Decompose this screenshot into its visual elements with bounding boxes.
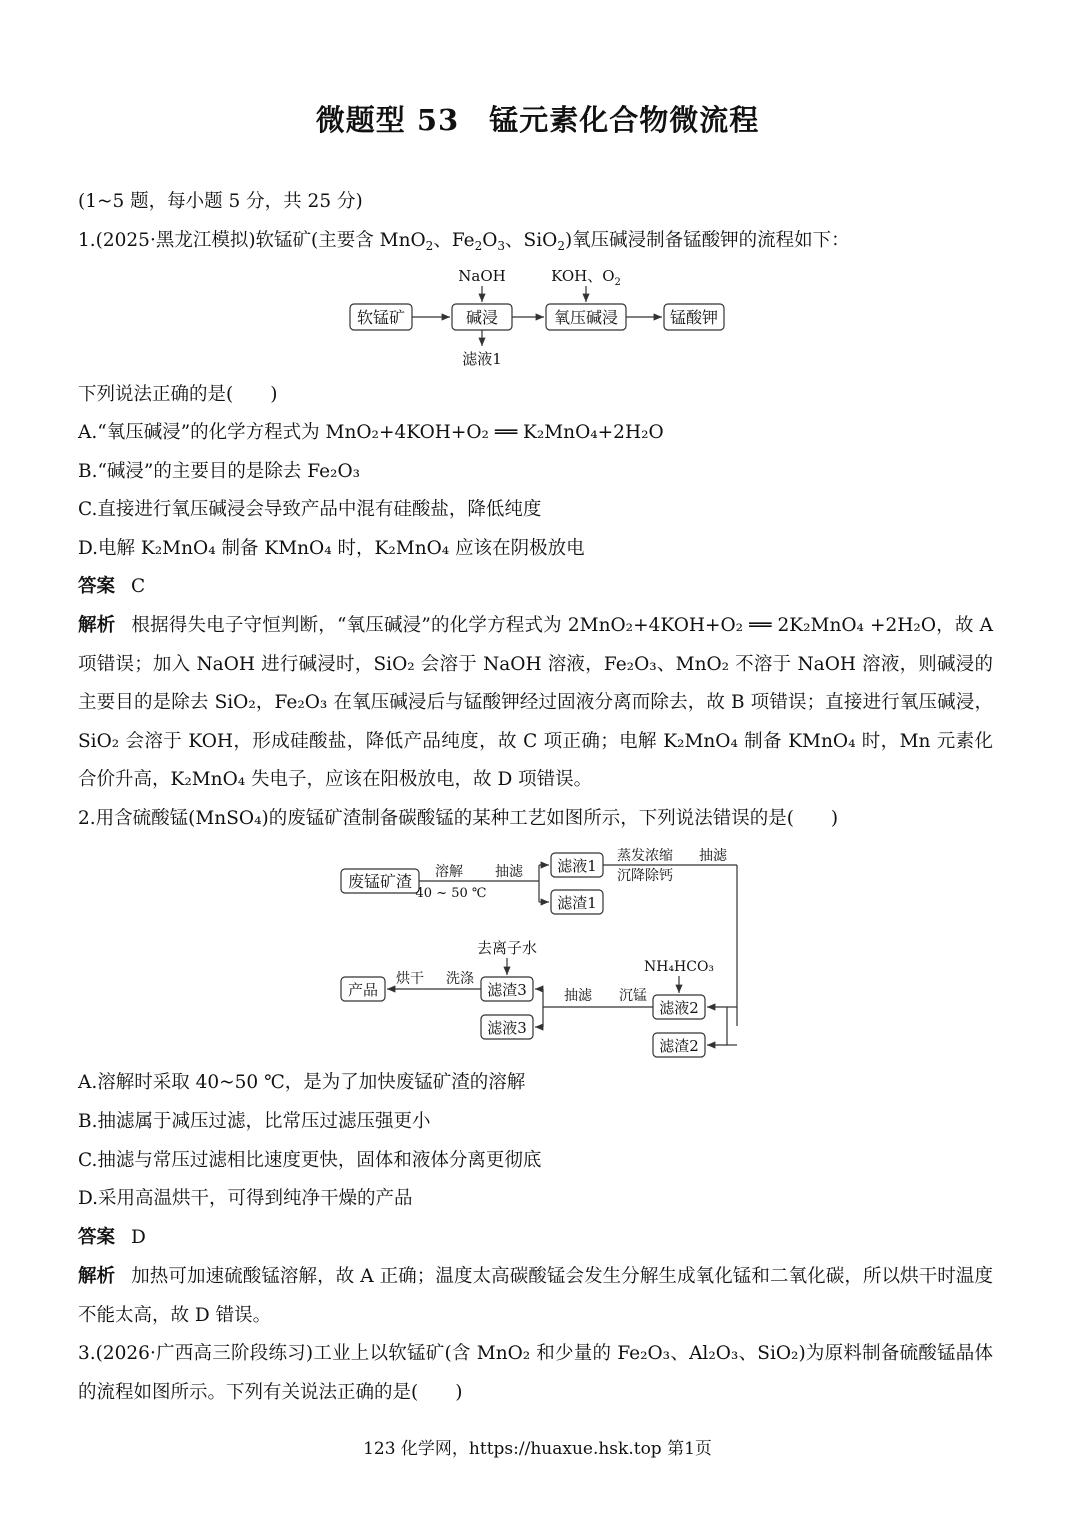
flow-box-oxy-leach: 氧压碱浸	[553, 308, 619, 327]
step-dry: 烘干	[396, 971, 424, 987]
q1-flow-diagram	[340, 262, 740, 372]
q1-option-b: B.“碱浸”的主要目的是除去 Fe₂O₃	[78, 461, 361, 482]
step-temperature: 40 ~ 50 ℃	[415, 886, 487, 901]
q1-analysis: 解析 根据得失电子守恒判断，“氧压碱浸”的化学方程式为 2MnO₂+4KOH+O₂ ══ 2K₂MnO₄ +2H₂O，故 A 项错误；加入 NaOH 进行碱浸时，SiO₂ 会溶于 NaOH 溶液，Fe₂O₃、MnO₂ 不溶于 NaOH 溶液，则碱浸的主要目的是除去 SiO₂，Fe₂O₃ 在氧压碱浸后与锰酸钾经过固液分离而除去，故 B 项错误；直接进行氧压碱浸，SiO₂ 会溶于 KOH，形成硅酸盐，降低产品纯度，故 C 项正确；电解 K₂MnO₄ 制备 KMnO₄ 时，Mn 元素化合价升高，K₂MnO₄ 失电子，应该在阳极放电，故 D 项错误。	[78, 615, 993, 791]
reagent-nh4hco3: NH₄HCO₃	[643, 959, 715, 975]
flow-box-residue-1: 滤渣1	[557, 894, 597, 912]
step-dissolve: 溶解	[435, 864, 463, 880]
reagent-water: 去离子水	[476, 939, 538, 957]
page-title: 微题型 53 锰元素化合物微流程	[315, 103, 760, 137]
q1-stem: 1.(2025·黑龙江模拟)软锰矿(主要含 MnO$_2$、$Fe_2O_3$、SiO$_2$)氧压碱浸制备锰酸钾的流程如下：	[78, 230, 850, 253]
step-wash: 洗涤	[446, 971, 474, 987]
q1-option-d: D.电解 K₂MnO₄ 制备 KMnO₄ 时，K₂MnO₄ 应该在阴极放电	[78, 538, 585, 559]
flow-box-product: 锰酸钾	[669, 308, 719, 327]
q1-ask: 下列说法正确的是( )	[78, 384, 278, 405]
step-precipitate-mn: 沉锰	[619, 988, 647, 1004]
page-footer: 123 化学网，https://huaxue.hsk.top 第1页	[363, 1439, 712, 1459]
q2-option-d: D.采用高温烘干，可得到纯净干燥的产品	[78, 1188, 413, 1209]
flow-box-residue-2: 滤渣2	[659, 1037, 699, 1055]
flow-box-waste-ore: 废锰矿渣	[347, 872, 413, 891]
q2-stem: 2.用含硫酸锰(MnSO₄)的废锰矿渣制备碳酸锰的某种工艺如图所示，下列说法错误的是( )	[78, 808, 839, 829]
reagent-naoh: NaOH	[458, 267, 506, 285]
flow-box-product: 产品	[347, 981, 379, 999]
flow-box-residue-3: 滤渣3	[487, 981, 527, 999]
step-evaporate: 蒸发浓缩	[617, 848, 673, 864]
q1-answer: 答案 C	[78, 576, 146, 597]
flow-box-filtrate-2: 滤液2	[659, 999, 699, 1017]
step-remove-calcium: 沉降除钙	[617, 868, 673, 884]
output-filtrate1: 滤液1	[462, 350, 502, 368]
q2-answer: 答案 D	[78, 1227, 146, 1248]
q1-option-a: A.“氧压碱浸”的化学方程式为 MnO₂+4KOH+O₂ ══ K₂MnO₄+2H₂O	[78, 422, 664, 443]
step-suction-2: 抽滤	[699, 848, 727, 864]
flow-box-filtrate-1: 滤液1	[557, 857, 597, 875]
q2-option-b: B.抽滤属于减压过滤，比常压过滤压强更小	[78, 1111, 431, 1132]
reagent-koh-o2: KOH、$O_2$	[551, 267, 621, 288]
flow-box-ore: 软锰矿	[356, 308, 406, 327]
q2-option-a: A.溶解时采取 40~50 ℃，是为了加快废锰矿渣的溶解	[78, 1072, 526, 1093]
q2-flow-diagram	[335, 840, 755, 1062]
section-intro: (1~5 题，每小题 5 分，共 25 分)	[78, 191, 363, 212]
step-suction-1: 抽滤	[495, 864, 523, 880]
flow-box-alkali-leach: 碱浸	[465, 308, 499, 327]
q3-stem: 3.(2026·广西高三阶段练习)工业上以软锰矿(含 MnO₂ 和少量的 Fe₂O₃、Al₂O₃、SiO₂)为原料制备硫酸锰晶体的流程如图所示。下列有关说法正确的是( )	[78, 1343, 993, 1403]
q2-analysis: 解析 加热可加速硫酸锰溶解，故 A 正确；温度太高碳酸锰会发生分解生成氧化锰和二氧化碳，所以烘干时温度不能太高，故 D 错误。	[78, 1266, 993, 1326]
q1-option-c: C.直接进行氧压碱浸会导致产品中混有硅酸盐，降低纯度	[78, 499, 542, 520]
q2-option-c: C.抽滤与常压过滤相比速度更快，固体和液体分离更彻底	[78, 1150, 542, 1171]
flow-box-filtrate-3: 滤液3	[487, 1019, 527, 1037]
step-suction-3: 抽滤	[564, 988, 592, 1004]
